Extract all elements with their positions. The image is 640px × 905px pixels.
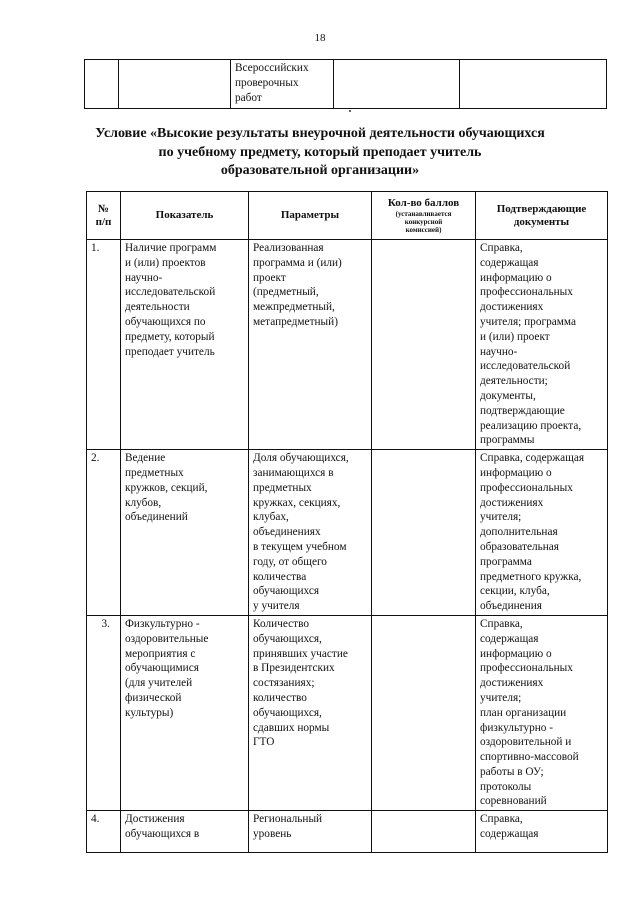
continued-table	[84, 59, 607, 109]
table-cell	[460, 60, 607, 109]
section-heading	[60, 125, 580, 181]
table-cell: Всероссийских проверочных работ	[231, 60, 334, 109]
table-row	[87, 811, 608, 853]
row-number: 3.	[87, 615, 121, 810]
row-docs: Справка, содержащая информацию о профессиональных достижениях учителя; программа и (или) проект научно- исследовательской деятельности; документы, подтверждающие реализацию проекта, программы	[476, 240, 608, 450]
table-cell	[119, 60, 231, 109]
row-indicator: Ведение предметных кружков, секций, клубов, объединений	[121, 450, 249, 616]
header-score	[372, 192, 476, 240]
header-indicator: Показатель	[121, 192, 249, 240]
row-params: Доля обучающихся, занимающихся в предметных кружках, секциях, клубах, объединениях в текущем учебном году, от общего количества обучающихся у учителя	[249, 450, 372, 616]
header-score-note: (устанавливается конкурсной комиссией)	[395, 210, 452, 234]
row-number: 2.	[87, 450, 121, 616]
header-score-label: Кол-во баллов	[387, 197, 460, 209]
table-row	[87, 240, 608, 450]
header-params: Параметры	[249, 192, 372, 240]
table-row	[85, 60, 607, 109]
header-num: № п/п	[87, 192, 121, 240]
row-number: 4.	[87, 811, 121, 853]
row-params: Региональный уровень	[249, 811, 372, 853]
row-params: Количество обучающихся, принявших участие в Президентских состязаниях; количество обучающихся, сдавших нормы ГТО	[249, 615, 372, 810]
heading-line: Условие «Высокие результаты внеурочной деятельности обучающихся	[95, 126, 545, 141]
table-row	[87, 615, 608, 810]
row-docs: Справка, содержащая информацию о профессиональных достижениях учителя; дополнительная образовательная программа предметного кружка, секции, клуба, объединения	[476, 450, 608, 616]
criteria-table	[86, 191, 608, 853]
row-indicator: Физкультурно - оздоровительные мероприятия с обучающимися (для учителей физической культуры)	[121, 615, 249, 810]
heading-line: по учебному предмету, который преподает учитель	[158, 144, 482, 160]
row-score	[372, 450, 476, 616]
row-docs: Справка, содержащая информацию о профессиональных достижениях учителя; план организации физкультурно - оздоровительной и спортивно-массовой работы в ОУ; протоколы соревнований	[476, 615, 608, 810]
row-params: Реализованная программа и (или) проект (предметный, межпредметный, метапредметный)	[249, 240, 372, 450]
heading-line: образовательной организации»	[220, 163, 420, 178]
row-score	[372, 240, 476, 450]
table-header-row	[87, 192, 608, 240]
row-docs: Справка, содержащая	[476, 811, 608, 853]
table-cell	[334, 60, 460, 109]
row-indicator: Достижения обучающихся в	[121, 811, 249, 853]
table-row	[87, 450, 608, 616]
header-docs: Подтверждающие документы	[476, 192, 608, 240]
row-score	[372, 615, 476, 810]
row-score	[372, 811, 476, 853]
row-number: 1.	[87, 240, 121, 450]
row-indicator: Наличие программ и (или) проектов научно- исследовательской деятельности обучающихся по предмету, который преподает учитель	[121, 240, 249, 450]
scan-speck	[349, 110, 351, 112]
table-cell	[85, 60, 119, 109]
page-number: 18	[314, 32, 326, 44]
